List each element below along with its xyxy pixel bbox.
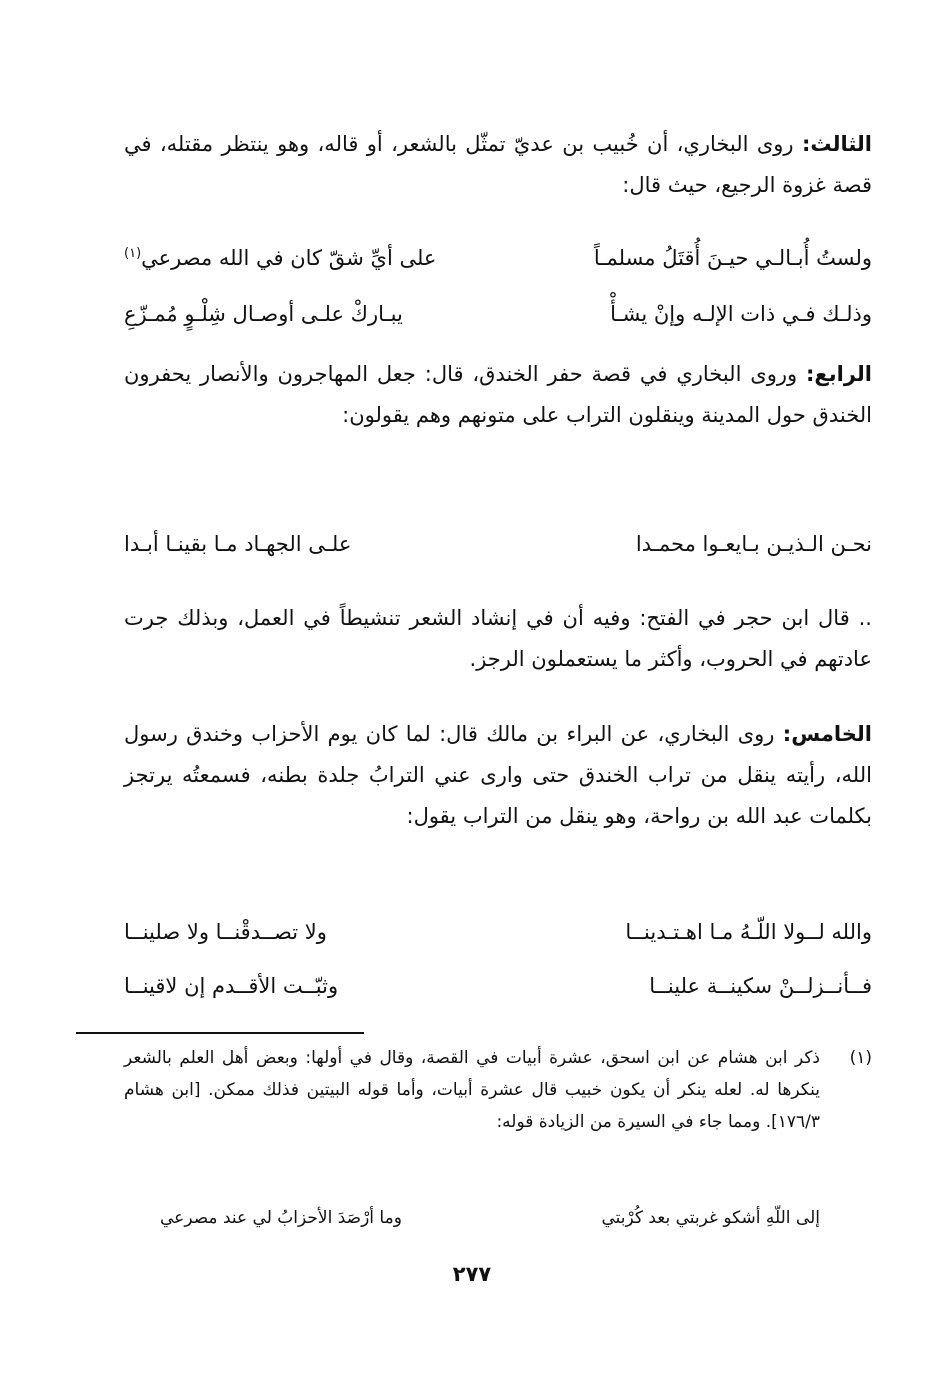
footnote-verse: [160, 1202, 820, 1234]
verse-first-hemistich: ولستُ أُبـالـي حيـنَ أُقتَلُ مسلمـاً: [593, 246, 872, 270]
paragraph-fourth: [124, 354, 872, 436]
verse-first-hemistich: وذلـك فـي ذات الإلـه وإنْ يشـأْ: [610, 302, 872, 326]
verse-first-hemistich: والله لــولا اللّـهُ مـا اهـتـدينــا: [625, 920, 872, 944]
poem-verse: [124, 524, 872, 564]
verse-first-hemistich: نحـن الـذيـن بـايعـوا محمـدا: [635, 532, 872, 556]
verse-second-hemistich: وما أرْصَدَ الأحزابُ لي عند مصرعي: [160, 1208, 402, 1228]
poem-verse: [124, 912, 872, 952]
verse-second-hemistich: ولا تصــدقْنــا ولا صلينــا: [124, 920, 327, 944]
verse-second-hemistich: على أيِّ شقّ كان في الله مصرعي$^{(١)}$: [124, 246, 437, 270]
paragraph-note: [124, 598, 872, 680]
footnote-text: ذكر ابن هشام عن ابن اسحق، عشرة أبيات في القصة، وقال في أولها: وبعض أهل العلم بالشعر ينكرها له. لعله ينكر أن يكون خبيب قال عشرة أبيات، وأما قوله البيتين فذلك ممكن. [ابن هشام ١٧٦/٣]. ومما جاء في السيرة من الزيادة قوله:: [124, 1048, 820, 1132]
verse-second-hemistich: علـى الجهـاد مـا بقينـا أبـدا: [124, 532, 352, 556]
paragraph-lead: الرابع:: [806, 362, 872, 386]
paragraph-lead: الثالث:: [801, 132, 872, 156]
paragraph-text: روى البخاري، أن خُبيب بن عديّ تمثّل بالشعر، أو قاله، وهو ينتظر مقتله، في قصة غزوة الرجيع، حيث قال:: [124, 132, 872, 197]
footnote-marker: (١): [124, 246, 142, 261]
paragraph-fifth: [124, 714, 872, 837]
page-number: ٢٧٧: [452, 1262, 492, 1286]
paragraph-text: .. قال ابن حجر في الفتح: وفيه أن في إنشاد الشعر تنشيطاً في العمل، وبذلك جرت عادتهم في الحروب، وأكثر ما يستعملون الرجز.: [124, 606, 872, 671]
verse-second-hemistich: يبـاركْ علـى أوصـال شِلْـوٍ مُمـزّعِ: [124, 302, 403, 326]
footnote-number: (١): [849, 1048, 872, 1068]
poem-verse: [124, 294, 872, 334]
paragraph-lead: الخامس:: [782, 722, 872, 746]
verse-second-hemistich: وثبّــت الأقــدم إن لاقينــا: [124, 974, 339, 998]
footnote-separator: [76, 1032, 364, 1034]
poem-verse: [124, 966, 872, 1006]
verse-first-hemistich: إلى اللّهِ أشكو غربتي بعد كُرْبتي: [601, 1208, 820, 1228]
poem-verse: [124, 238, 872, 278]
paragraph-text: روى البخاري، عن البراء بن مالك قال: لما كان يوم الأحزاب وخندق رسول الله، رأيته ينقل من تراب الخندق حتى وارى عني الترابُ جلدة بطنه، فسمعتُه يرتجز بكلمات عبد الله بن رواحة، وهو ينقل من التراب يقول:: [124, 722, 872, 828]
paragraph-third: [124, 124, 872, 206]
paragraph-text: وروى البخاري في قصة حفر الخندق، قال: جعل المهاجرون والأنصار يحفرون الخندق حول المدينة وينقلون التراب على متونهم وهم يقولون:: [124, 362, 872, 427]
footnote: [124, 1042, 872, 1138]
verse-first-hemistich: فــأنــزلــنْ سكينــة علينــا: [649, 974, 872, 998]
